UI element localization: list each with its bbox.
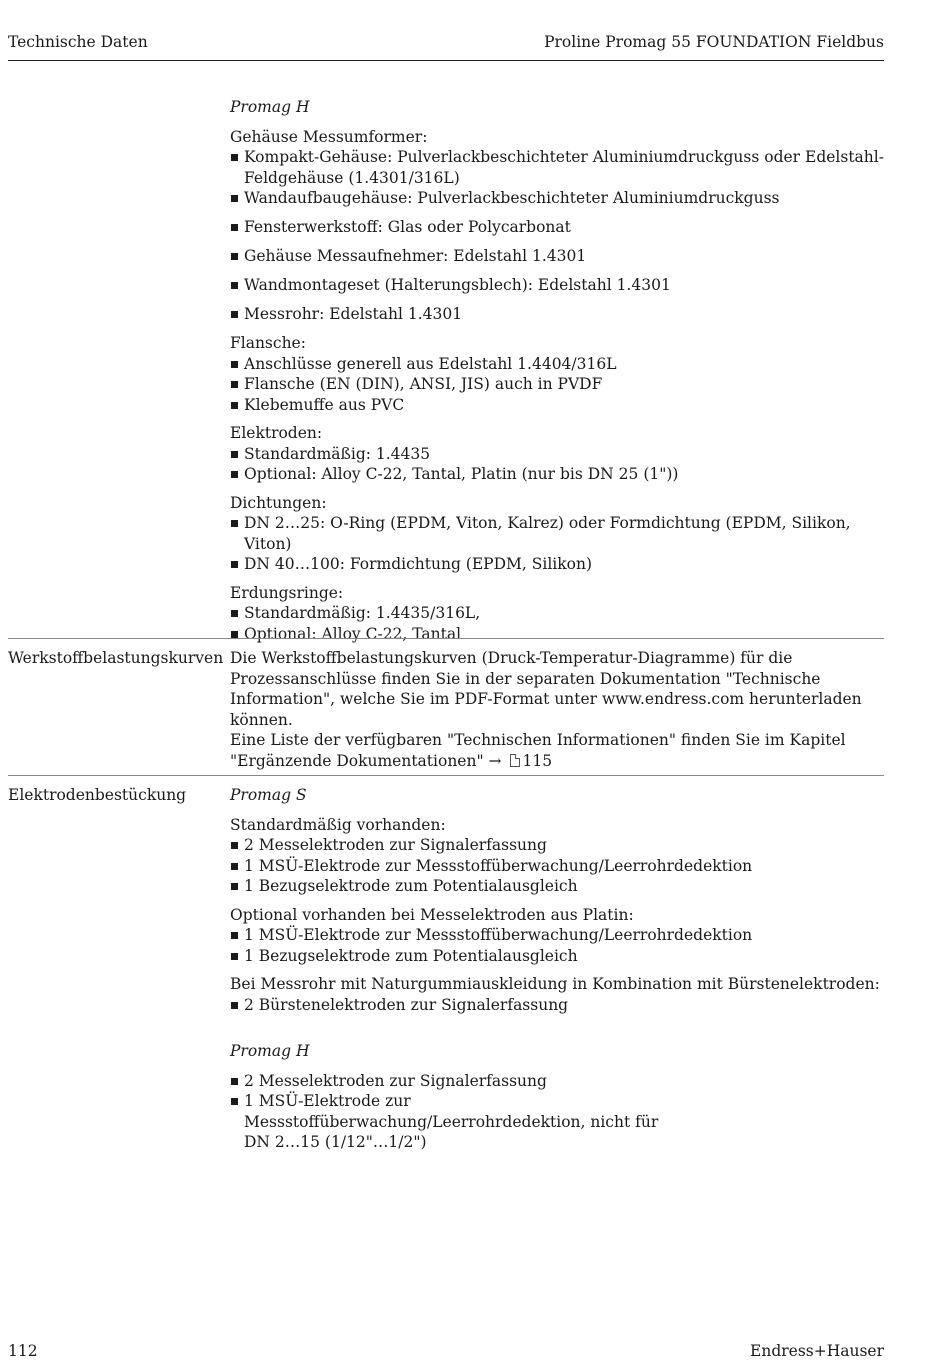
load-curves-section bbox=[8, 638, 884, 775]
page-reference-icon bbox=[510, 754, 520, 767]
list-item: Fensterwerkstoff: Glas oder Polycarbonat bbox=[230, 217, 884, 238]
brush-electrodes-title: Bei Messrohr mit Naturgummiauskleidung in Kombination mit Bürstenelektroden: bbox=[230, 975, 880, 993]
list-item: 2 Bürstenelektroden zur Signalerfassung bbox=[230, 995, 884, 1016]
electrodes-list bbox=[230, 444, 884, 485]
load-curves-label: Werkstoffbelastungskurven bbox=[8, 649, 224, 667]
standard-electrodes-title: Standardmäßig vorhanden: bbox=[230, 815, 446, 834]
header-product-title: Proline Promag 55 FOUNDATION Fieldbus bbox=[544, 33, 884, 51]
list-item: 1 Bezugselektrode zum Potentialausgleich bbox=[230, 946, 884, 967]
materials-body bbox=[230, 97, 884, 652]
list-item: 2 Messelektroden zur Signalerfassung bbox=[230, 835, 884, 856]
list-item: Flansche (EN (DIN), ANSI, JIS) auch in PVDF bbox=[230, 374, 884, 395]
standard-electrodes-list bbox=[230, 835, 884, 897]
list-item: Wandaufbaugehäuse: Pulverlackbeschichteter Aluminiumdruckguss bbox=[230, 188, 884, 209]
list-item: Optional: Alloy C-22, Tantal, Platin (nur bis DN 25 (1")) bbox=[230, 464, 884, 485]
promag-h-electrodes-list bbox=[230, 1071, 884, 1153]
electrodes-section-body bbox=[230, 785, 884, 1153]
header-section-title: Technische Daten bbox=[8, 33, 148, 51]
list-item: Optional: Alloy C-22, Tantal bbox=[230, 624, 884, 645]
optional-electrodes-title: Optional vorhanden bei Messelektroden aus Platin: bbox=[230, 905, 634, 924]
page-number: 112 bbox=[8, 1342, 38, 1360]
housing-title: Gehäuse Messumformer: bbox=[230, 127, 428, 146]
load-curves-reference bbox=[230, 730, 884, 771]
brush-electrodes-group bbox=[230, 974, 884, 1015]
flanges-group bbox=[230, 333, 884, 415]
list-item: 1 MSÜ-Elektrode zur Messstoffüberwachung/Leerrohrdedektion bbox=[230, 856, 884, 877]
electrodes-section-label: Elektrodenbestückung bbox=[8, 786, 187, 804]
model-heading-promag-h-electrodes: Promag H bbox=[230, 1042, 310, 1060]
load-curves-reference-text: Eine Liste der verfügbaren "Technischen Informationen" finden Sie im Kapitel "Ergänzende Dokumentationen" bbox=[230, 731, 846, 770]
load-curves-body bbox=[230, 648, 884, 771]
electrodes-title: Elektroden: bbox=[230, 424, 323, 442]
list-item: Anschlüsse generell aus Edelstahl 1.4404/316L bbox=[230, 354, 884, 375]
model-heading-promag-s: Promag S bbox=[230, 786, 307, 804]
grounding-group bbox=[230, 583, 884, 645]
seals-title: Dichtungen: bbox=[230, 493, 327, 512]
page-reference-link[interactable]: 115 bbox=[522, 751, 553, 770]
flanges-list bbox=[230, 354, 884, 416]
standard-electrodes-group bbox=[230, 815, 884, 897]
list-item: Klebemuffe aus PVC bbox=[230, 395, 884, 416]
electrodes-section bbox=[8, 775, 884, 1151]
flanges-title: Flansche: bbox=[230, 334, 306, 352]
grounding-title: Erdungsringe: bbox=[230, 583, 344, 602]
list-item: 1 MSÜ-Elektrode zur Messstoffüberwachung/Leerrohrdedektion bbox=[230, 925, 884, 946]
list-item: Standardmäßig: 1.4435/316L, bbox=[230, 603, 884, 624]
list-item: DN 40…100: Formdichtung (EPDM, Silikon) bbox=[230, 554, 884, 575]
electrodes-group bbox=[230, 423, 884, 485]
page-header bbox=[8, 32, 884, 61]
load-curves-text: Die Werkstoffbelastungskurven (Druck-Temperatur-Diagramme) für die Prozessanschlüsse finden Sie in der separaten Dokumentation "Technische Information", welche Sie im PDF-Format unter www.endress.com herunterladen können. bbox=[230, 649, 862, 729]
model-heading-promag-h: Promag H bbox=[230, 98, 310, 116]
list-item: DN 2…25: O-Ring (EPDM, Viton, Kalrez) oder Formdichtung (EPDM, Silikon, Viton) bbox=[230, 513, 884, 554]
optional-electrodes-group bbox=[230, 905, 884, 967]
list-item: Messrohr: Edelstahl 1.4301 bbox=[230, 304, 884, 325]
list-item: Wandmontageset (Halterungsblech): Edelstahl 1.4301 bbox=[230, 275, 884, 296]
optional-electrodes-list bbox=[230, 925, 884, 966]
seals-list bbox=[230, 513, 884, 575]
list-item: 1 MSÜ-Elektrode zur Messstoffüberwachung/Leerrohrdedektion, nicht für DN 2…15 (1/12"…1/2") bbox=[230, 1091, 884, 1153]
list-item: Gehäuse Messaufnehmer: Edelstahl 1.4301 bbox=[230, 246, 884, 267]
brand-name: Endress+Hauser bbox=[750, 1342, 884, 1360]
housing-list bbox=[230, 147, 884, 325]
list-item: Standardmäßig: 1.4435 bbox=[230, 444, 884, 465]
brush-electrodes-list bbox=[230, 995, 884, 1016]
list-item: 1 Bezugselektrode zum Potentialausgleich bbox=[230, 876, 884, 897]
list-item: 2 Messelektroden zur Signalerfassung bbox=[230, 1071, 884, 1092]
arrow-right-icon: → bbox=[488, 751, 502, 770]
list-item: Kompakt-Gehäuse: Pulverlackbeschichteter Aluminiumdruckguss oder Edelstahl-Feldgehäuse (1.4301/316L) bbox=[230, 147, 884, 188]
page-footer bbox=[8, 1341, 884, 1363]
seals-group bbox=[230, 493, 884, 575]
